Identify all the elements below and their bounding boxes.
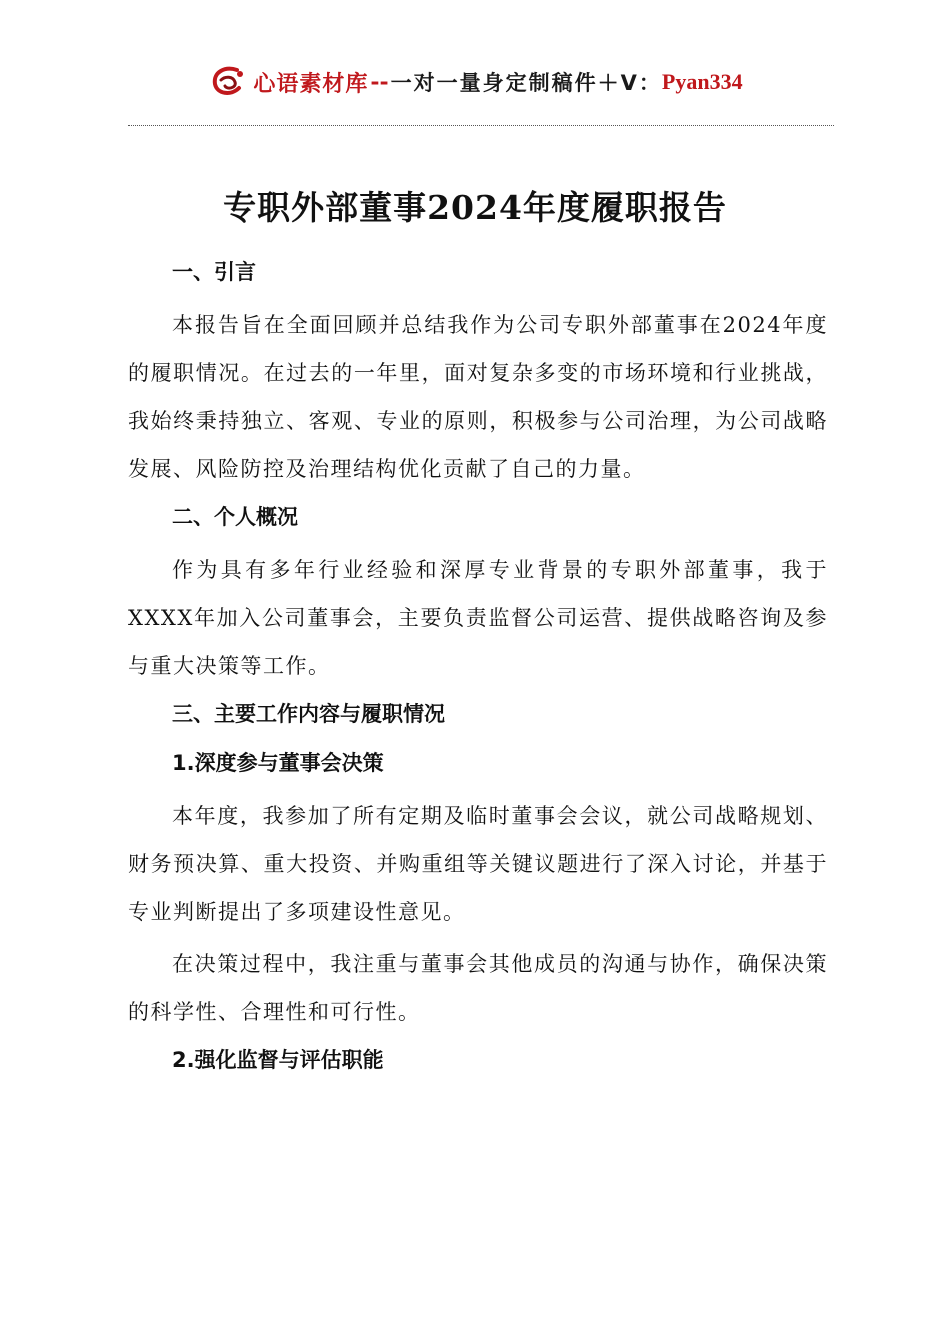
- section-heading-work: 三、主要工作内容与履职情况: [172, 702, 445, 726]
- section-heading-intro: 一、引言: [172, 260, 256, 284]
- header-separator: --: [370, 69, 389, 95]
- page-header: [0, 62, 950, 102]
- decision-paragraph-1: 本年度，我参加了所有定期及临时董事会会议，就公司战略规划、财务预决算、重大投资、并购重组等关键议题进行了深入讨论，并基于专业判断提出了多项建设性意见。: [128, 804, 828, 924]
- subsection-heading-supervision: 2.强化监督与评估职能: [172, 1048, 384, 1072]
- intro-paragraph: 本报告旨在全面回顾并总结我作为公司专职外部董事在2024年度的履职情况。在过去的一年里，面对复杂多变的市场环境和行业挑战，我始终秉持独立、客观、专业的原则，积极参与公司治理，为公司战略发展、风险防控及治理结构优化贡献了自己的力量。: [128, 313, 828, 481]
- brand-name: 心语素材库: [253, 70, 369, 97]
- section-heading-profile: 二、个人概况: [172, 505, 298, 529]
- document-title: 专职外部董事2024年度履职报告: [223, 188, 727, 227]
- profile-paragraph: 作为具有多年行业经验和深厚专业背景的专职外部董事，我于XXXX年加入公司董事会，主要负责监督公司运营、提供战略咨询及参与重大决策等工作。: [128, 558, 828, 678]
- brush-logo-icon: [207, 64, 251, 100]
- header-tagline: 一对一量身定制稿件＋V：: [390, 71, 662, 95]
- subsection-heading-decision: 1.深度参与董事会决策: [172, 751, 384, 775]
- header-divider: [128, 125, 834, 126]
- decision-paragraph-2: 在决策过程中，我注重与董事会其他成员的沟通与协作，确保决策的科学性、合理性和可行性。: [128, 952, 828, 1024]
- header-banner: [207, 64, 742, 100]
- header-contact: Pyan334: [661, 69, 743, 94]
- document-body: [128, 252, 828, 1089]
